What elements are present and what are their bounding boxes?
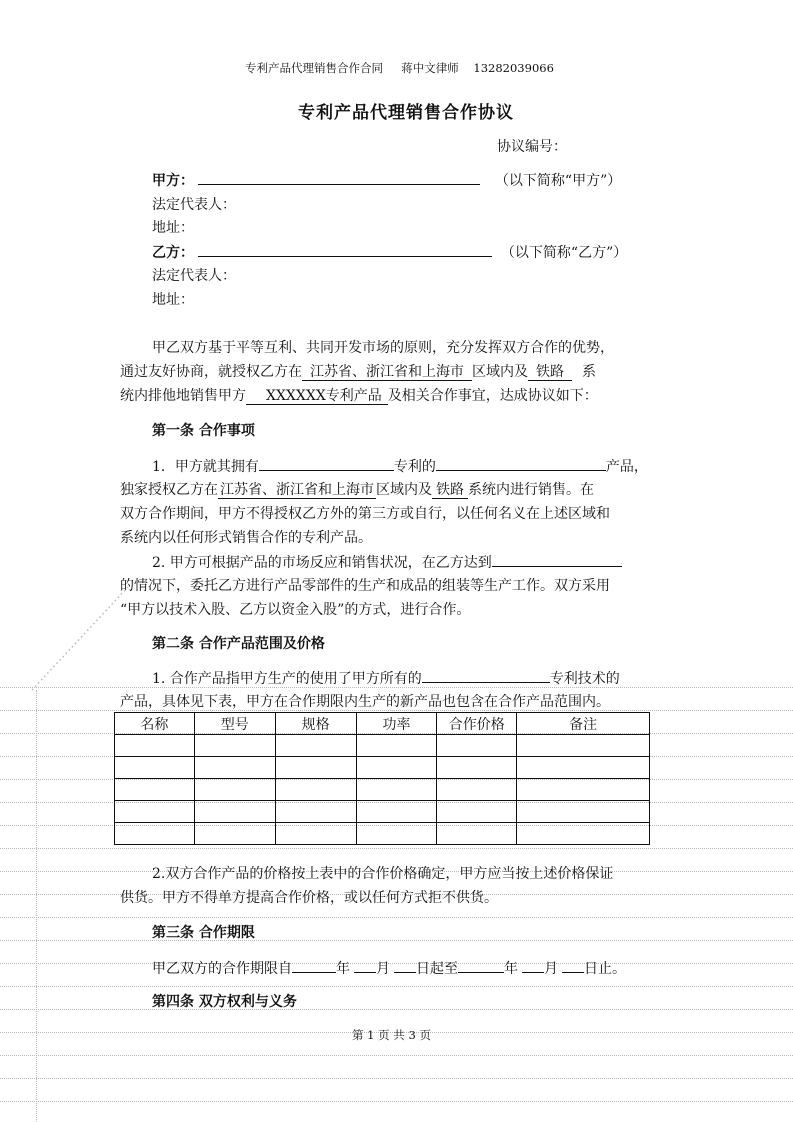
- party-b-address-label: 地址：: [152, 292, 194, 308]
- article-2-heading: 第二条 合作产品范围及价格: [152, 636, 325, 652]
- party-a-line: [152, 169, 621, 190]
- intro-line-2: 通过友好协商，就授权乙方在 江苏省、浙江省和上海市 区域内及 铁路 系: [120, 364, 596, 380]
- party-b-rep-label: 法定代表人：: [152, 268, 236, 284]
- page-footer: 第 1 页 共 3 页: [352, 1028, 431, 1042]
- art1-p2-line-1: 2. 甲方可根据产品的市场反应和销售状况，在乙方达到: [152, 551, 622, 572]
- product-table: [114, 712, 650, 845]
- art1-region: 江苏省、浙江省和上海市: [220, 482, 374, 498]
- party-a-rep-label: 法定代表人：: [152, 197, 236, 213]
- header-doc-name: 专利产品代理销售合作合同: [245, 61, 383, 75]
- document-title: 专利产品代理销售合作协议: [298, 103, 514, 123]
- article-3-heading: 第三条 合作期限: [152, 925, 255, 941]
- intro-system: 铁路: [528, 364, 572, 381]
- col-header-model: 型号: [194, 713, 275, 735]
- party-a-address-label: 地址：: [152, 220, 194, 236]
- party-a-suffix: （以下简称“甲方”）: [494, 173, 622, 189]
- page-total: 3: [408, 1028, 416, 1042]
- art2-p1-line-1: 1. 合作产品指甲方生产的使用了甲方所有的 专利技术的: [152, 667, 620, 688]
- party-a-name-field: [198, 169, 480, 185]
- dotted-diagonal: [30, 585, 130, 695]
- art1-p1-line-2: 独家授权乙方在 江苏省、浙江省和上海市 区域内及 铁路 系统内进行销售。在: [120, 482, 594, 498]
- col-header-name: 名称: [115, 713, 195, 735]
- party-b-suffix: （以下简称“乙方”）: [500, 245, 628, 261]
- art1-p2-line-3: “甲方以技术入股、乙方以资金入股”的方式，进行合作。: [120, 602, 471, 618]
- article-4-heading: 第四条 双方权利与义务: [152, 994, 297, 1010]
- party-b-name-field: [198, 241, 492, 257]
- art1-p2-line-2: 的情况下，委托乙方进行产品零部件的生产和成品的组装等生产工作。双方采用: [120, 578, 610, 594]
- col-header-power: 功率: [356, 713, 437, 735]
- party-b-label: 乙方：: [152, 245, 194, 261]
- col-header-spec: 规格: [275, 713, 356, 735]
- intro-region: 江苏省、浙江省和上海市: [302, 364, 472, 381]
- table-row: [115, 779, 650, 801]
- art1-p1-line-1: 1．甲方就其拥有 专利的 产品，: [152, 455, 648, 476]
- article-1-heading: 第一条 合作事项: [152, 423, 255, 439]
- header-phone: 13282039066: [473, 61, 554, 75]
- art2-p2-line-2: 供货。甲方不得单方提高合作价格，或以任何方式拒不供货。: [120, 890, 498, 906]
- art1-p1-line-3: 双方合作期间，甲方不得授权乙方外的第三方或自行，以任何名义在上述区域和: [120, 506, 610, 522]
- table-header-row: [115, 713, 650, 735]
- table-row: [115, 757, 650, 779]
- table-row: [115, 801, 650, 823]
- art3-term-line: 甲乙双方的合作期限自 年 月 日起至 年 月 日止。: [152, 957, 626, 978]
- table-row: [115, 735, 650, 757]
- art1-system: 铁路: [432, 482, 468, 499]
- header-lawyer: 蒋中文律师: [401, 61, 459, 75]
- col-header-price: 合作价格: [437, 713, 517, 735]
- intro-line-1: 甲乙双方基于平等互利、共同开发市场的原则，充分发挥双方合作的优势，: [152, 340, 614, 356]
- intro-product: XXXXXX专利产品: [246, 388, 388, 405]
- party-b-line: [152, 241, 627, 262]
- page-header: [245, 60, 554, 76]
- art2-p1-line-2: 产品，具体见下表，甲方在合作期限内生产的新产品也包含在合作产品范围内。: [120, 694, 610, 710]
- agreement-number-label: 协议编号：: [497, 139, 567, 155]
- col-header-remark: 备注: [517, 713, 650, 735]
- art1-p1-line-4: 系统内以任何形式销售合作的专利产品。: [120, 530, 372, 546]
- art2-p2-line-1: 2.双方合作产品的价格按上表中的合作价格确定，甲方应当按上述价格保证: [152, 866, 614, 882]
- table-row: [115, 823, 650, 845]
- intro-line-3: 统内排他地销售甲方 XXXXXX专利产品 及相关合作事宜，达成协议如下：: [120, 388, 598, 404]
- page-number: 1: [367, 1028, 375, 1042]
- party-a-label: 甲方：: [152, 173, 194, 189]
